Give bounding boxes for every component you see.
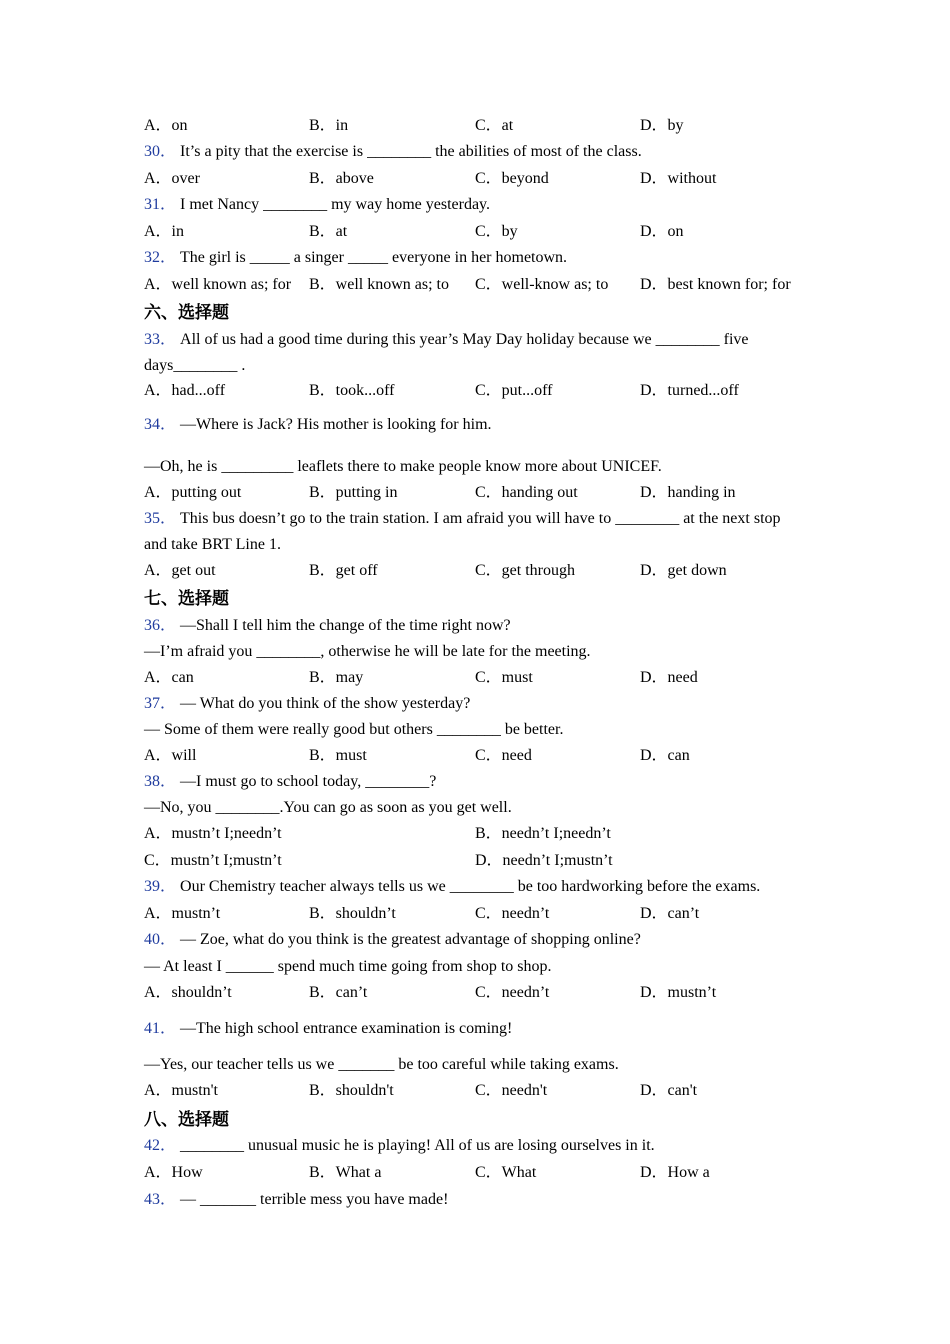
section6-heading: 六、选择题 xyxy=(144,303,229,323)
question-number[interactable]: 36． xyxy=(144,617,177,634)
question-number[interactable]: 38． xyxy=(144,773,177,790)
question-text: —The high school entrance examination is coming! xyxy=(180,1020,513,1037)
question-number[interactable]: 41． xyxy=(144,1020,177,1037)
q43-question xyxy=(144,1190,448,1210)
q30-options-choice-b[interactable]: B．above xyxy=(309,170,374,187)
q35-question xyxy=(144,509,781,529)
q37-options-choice-b[interactable]: B．must xyxy=(309,747,367,764)
question-number[interactable]: 42． xyxy=(144,1137,177,1154)
q37-options-choice-a[interactable]: A．will xyxy=(144,747,197,764)
q38-options-1-choice-a[interactable]: A．mustn’t I;needn’t xyxy=(144,825,282,842)
q30-options-choice-d[interactable]: D．without xyxy=(640,170,717,187)
q39-options-choice-d[interactable]: D．can’t xyxy=(640,905,700,922)
q34-options-choice-b[interactable]: B．putting in xyxy=(309,484,398,501)
q29-options-choice-b[interactable]: B．in xyxy=(309,117,349,134)
q42-options-choice-d[interactable]: D．How a xyxy=(640,1164,710,1181)
q33-options-choice-a[interactable]: A．had...off xyxy=(144,382,226,399)
q33-question xyxy=(144,330,748,350)
q35-options-choice-d[interactable]: D．get down xyxy=(640,562,727,579)
question-number[interactable]: 37． xyxy=(144,695,177,712)
q32-options-choice-a[interactable]: A．well known as; for xyxy=(144,276,292,293)
q34-question xyxy=(144,415,492,435)
q36-options-choice-b[interactable]: B．may xyxy=(309,669,364,686)
q40-continuation xyxy=(144,957,552,977)
q40-options-choice-c[interactable]: C．needn’t xyxy=(475,984,550,1001)
q31-options-choice-b[interactable]: B．at xyxy=(309,223,348,240)
q37-question xyxy=(144,694,470,714)
section7-heading: 七、选择题 xyxy=(144,589,229,609)
section8-heading: 八、选择题 xyxy=(144,1110,229,1130)
question-number[interactable]: 34． xyxy=(144,416,177,433)
q30-options-choice-c[interactable]: C．beyond xyxy=(475,170,549,187)
q29-options-choice-d[interactable]: D．by xyxy=(640,117,684,134)
q31-options-choice-d[interactable]: D．on xyxy=(640,223,684,240)
q42-options-choice-c[interactable]: C．What xyxy=(475,1164,537,1181)
q29-options-choice-a[interactable]: A．on xyxy=(144,117,188,134)
question-text: —Where is Jack? His mother is looking for him. xyxy=(180,416,492,433)
q34-continuation xyxy=(144,457,662,477)
q41-question xyxy=(144,1019,512,1039)
question-text: —Oh, he is _________ leaflets there to make people know more about UNICEF. xyxy=(144,458,662,475)
question-text: — At least I ______ spend much time going from shop to shop. xyxy=(144,958,552,975)
q37-options-choice-c[interactable]: C．need xyxy=(475,747,532,764)
q31-options-choice-c[interactable]: C．by xyxy=(475,223,518,240)
question-text: — Zoe, what do you think is the greatest advantage of shopping online? xyxy=(180,931,641,948)
q35-options-choice-c[interactable]: C．get through xyxy=(475,562,575,579)
q36-options-choice-a[interactable]: A．can xyxy=(144,669,194,686)
q33-options-choice-d[interactable]: D．turned...off xyxy=(640,382,739,399)
question-text: —Yes, our teacher tells us we _______ be too careful while taking exams. xyxy=(144,1056,619,1073)
q41-continuation xyxy=(144,1055,619,1075)
question-number[interactable]: 30． xyxy=(144,143,177,160)
q33-options-choice-b[interactable]: B．took...off xyxy=(309,382,395,399)
question-number[interactable]: 32． xyxy=(144,249,177,266)
question-text: —Shall I tell him the change of the time right now? xyxy=(180,617,511,634)
q34-options-choice-d[interactable]: D．handing in xyxy=(640,484,736,501)
question-text: ________ unusual music he is playing! All of us are losing ourselves in it. xyxy=(180,1137,655,1154)
q32-options-choice-c[interactable]: C．well-know as; to xyxy=(475,276,609,293)
q38-continuation xyxy=(144,798,512,818)
q32-question xyxy=(144,248,567,268)
q33-options-choice-c[interactable]: C．put...off xyxy=(475,382,553,399)
q38-question xyxy=(144,772,436,792)
q42-options-choice-a[interactable]: A．How xyxy=(144,1164,203,1181)
q41-options-choice-d[interactable]: D．can't xyxy=(640,1082,698,1099)
q30-options-choice-a[interactable]: A．over xyxy=(144,170,200,187)
q35-options-choice-b[interactable]: B．get off xyxy=(309,562,378,579)
q34-options-choice-a[interactable]: A．putting out xyxy=(144,484,242,501)
q41-options-choice-b[interactable]: B．shouldn't xyxy=(309,1082,394,1099)
q34-options-choice-c[interactable]: C．handing out xyxy=(475,484,578,501)
q37-options-choice-d[interactable]: D．can xyxy=(640,747,690,764)
question-number[interactable]: 43． xyxy=(144,1191,177,1208)
question-number[interactable]: 39． xyxy=(144,878,177,895)
q32-options-choice-d[interactable]: D．best known for; for xyxy=(640,276,791,293)
question-text: I met Nancy ________ my way home yesterday. xyxy=(180,196,491,213)
q41-options-choice-c[interactable]: C．needn't xyxy=(475,1082,548,1099)
question-number[interactable]: 35． xyxy=(144,510,177,527)
q32-options-choice-b[interactable]: B．well known as; to xyxy=(309,276,449,293)
q42-question xyxy=(144,1136,655,1156)
question-text: The girl is _____ a singer _____ everyone in her hometown. xyxy=(180,249,568,266)
q39-options-choice-b[interactable]: B．shouldn’t xyxy=(309,905,396,922)
q33-continuation xyxy=(144,356,245,376)
question-text: and take BRT Line 1. xyxy=(144,536,281,553)
q39-options-choice-a[interactable]: A．mustn’t xyxy=(144,905,221,922)
q41-options-choice-a[interactable]: A．mustn't xyxy=(144,1082,219,1099)
question-text: days________ . xyxy=(144,357,246,374)
question-number[interactable]: 33． xyxy=(144,331,177,348)
q40-options-choice-d[interactable]: D．mustn’t xyxy=(640,984,717,1001)
q38-options-1-choice-b[interactable]: B．needn’t I;needn’t xyxy=(475,825,611,842)
question-text: —I must go to school today, ________? xyxy=(180,773,437,790)
question-text: —I’m afraid you ________, otherwise he will be late for the meeting. xyxy=(144,643,591,660)
question-text: Our Chemistry teacher always tells us we ________ be too hardworking before the exams. xyxy=(180,878,761,895)
question-number[interactable]: 31． xyxy=(144,196,177,213)
q30-question xyxy=(144,142,642,162)
q40-options-choice-b[interactable]: B．can’t xyxy=(309,984,368,1001)
q39-question xyxy=(144,877,760,897)
q35-options-choice-a[interactable]: A．get out xyxy=(144,562,216,579)
question-number[interactable]: 40． xyxy=(144,931,177,948)
question-text: All of us had a good time during this year’s May Day holiday because we ________ five xyxy=(180,331,749,348)
question-text: — What do you think of the show yesterday? xyxy=(180,695,471,712)
q42-options-choice-b[interactable]: B．What a xyxy=(309,1164,382,1181)
q35-continuation xyxy=(144,535,281,555)
q36-continuation xyxy=(144,642,591,662)
question-text: It’s a pity that the exercise is ________ the abilities of most of the class. xyxy=(180,143,642,160)
q31-options-choice-a[interactable]: A．in xyxy=(144,223,185,240)
question-text: This bus doesn’t go to the train station. I am afraid you will have to ________ at the next stop xyxy=(180,510,781,527)
question-text: — _______ terrible mess you have made! xyxy=(180,1191,449,1208)
q37-continuation xyxy=(144,720,563,740)
question-text: — Some of them were really good but others ________ be better. xyxy=(144,721,564,738)
q39-options-choice-c[interactable]: C．needn’t xyxy=(475,905,550,922)
q40-options-choice-a[interactable]: A．shouldn’t xyxy=(144,984,232,1001)
q36-question xyxy=(144,616,511,636)
q38-options-2-choice-a[interactable]: C．mustn’t I;mustn’t xyxy=(144,852,282,869)
q40-question xyxy=(144,930,641,950)
q38-options-2-choice-b[interactable]: D．needn’t I;mustn’t xyxy=(475,852,613,869)
q36-options-choice-c[interactable]: C．must xyxy=(475,669,533,686)
q31-question xyxy=(144,195,490,215)
question-text: —No, you ________.You can go as soon as you get well. xyxy=(144,799,512,816)
q36-options-choice-d[interactable]: D．need xyxy=(640,669,698,686)
q29-options-choice-c[interactable]: C．at xyxy=(475,117,514,134)
